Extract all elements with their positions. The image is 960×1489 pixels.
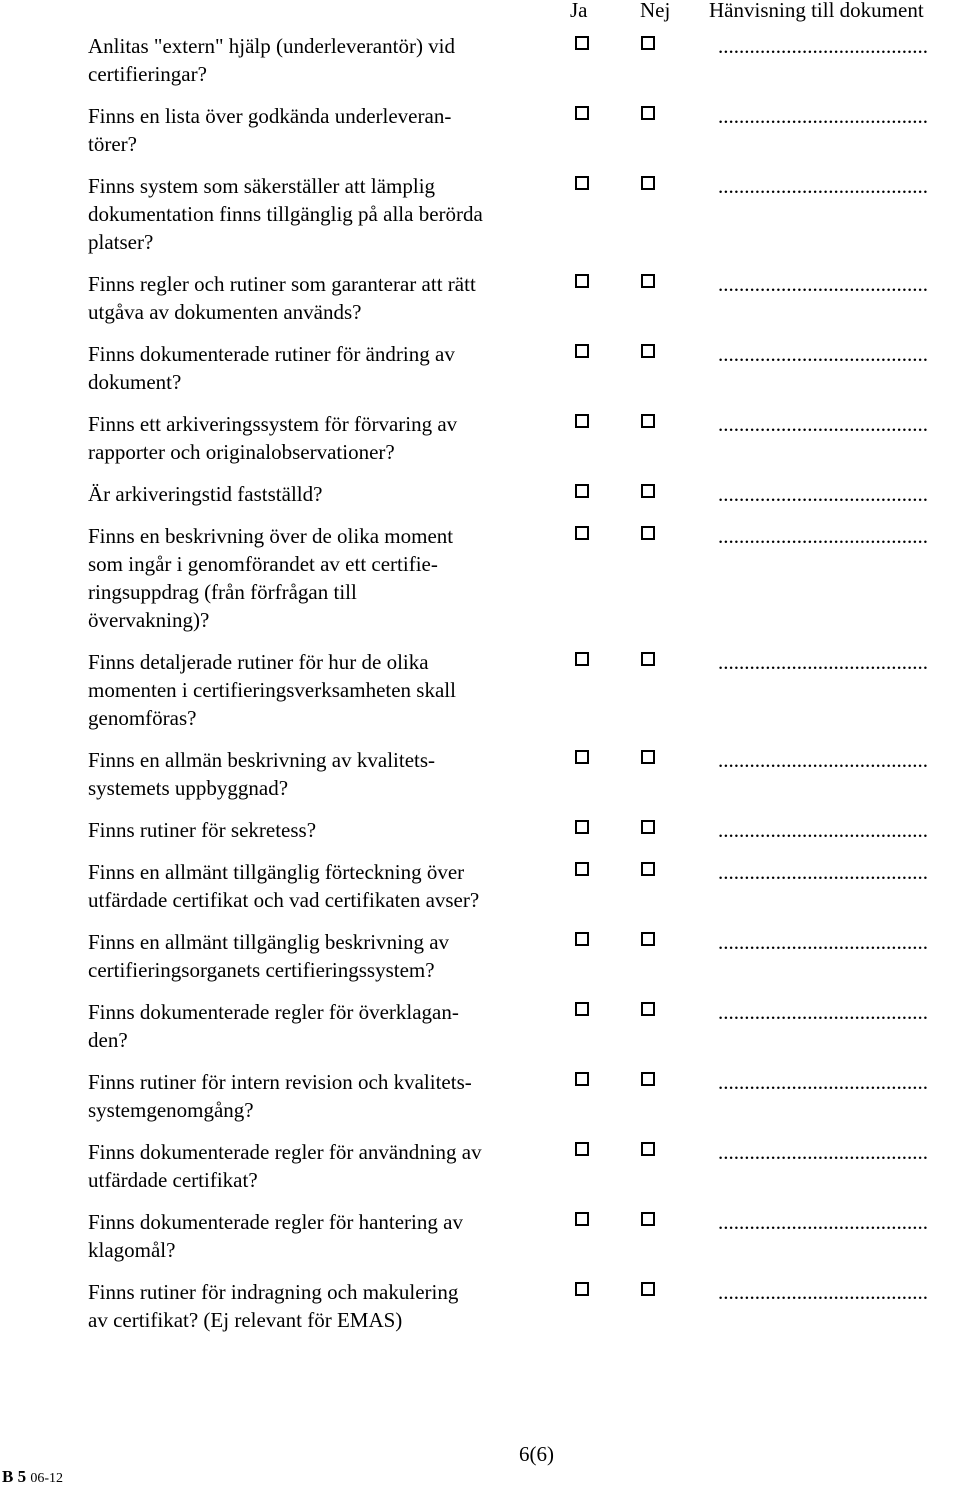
question-text: Finns ett arkiveringssystem för förvaring av rapporter och originalobservationer? — [88, 412, 458, 464]
nej-checkbox[interactable] — [641, 1282, 655, 1296]
question-text: Finns dokumenterade regler för hantering av klagomål? — [88, 1210, 463, 1262]
ja-checkbox[interactable] — [575, 36, 589, 50]
nej-checkbox[interactable] — [641, 176, 655, 190]
document-code-date: 06-12 — [30, 1471, 64, 1486]
nej-checkbox[interactable] — [641, 652, 655, 666]
nej-checkbox[interactable] — [641, 526, 655, 540]
reference-field[interactable]: ........................................ — [718, 412, 928, 436]
ja-checkbox[interactable] — [575, 1072, 589, 1086]
question-text: Finns en lista över godkända underleveran- törer? — [88, 104, 452, 156]
question-text: Finns en allmänt tillgänglig beskrivning av certifieringsorganets certifieringssystem? — [88, 930, 450, 982]
ja-checkbox[interactable] — [575, 932, 589, 946]
question-text: Finns en allmän beskrivning av kvalitets- systemets uppbyggnad? — [88, 748, 436, 800]
ja-checkbox[interactable] — [575, 344, 589, 358]
question-text: Finns dokumenterade regler för överklagan- den? — [88, 1000, 459, 1052]
reference-field[interactable]: ........................................ — [718, 818, 928, 842]
ja-checkbox[interactable] — [575, 484, 589, 498]
ja-checkbox[interactable] — [575, 750, 589, 764]
reference-field[interactable]: ........................................ — [718, 930, 928, 954]
ja-checkbox[interactable] — [575, 652, 589, 666]
nej-checkbox[interactable] — [641, 36, 655, 50]
nej-checkbox[interactable] — [641, 932, 655, 946]
ja-checkbox[interactable] — [575, 1282, 589, 1296]
reference-field[interactable]: ........................................ — [718, 650, 928, 674]
page-number: 6(6) — [519, 1442, 554, 1466]
nej-checkbox[interactable] — [641, 414, 655, 428]
ja-checkbox[interactable] — [575, 1142, 589, 1156]
ja-checkbox[interactable] — [575, 1002, 589, 1016]
nej-checkbox[interactable] — [641, 1142, 655, 1156]
column-header-ja: Ja — [570, 0, 588, 22]
question-text: Finns rutiner för intern revision och kvalitets- systemgenomgång? — [88, 1070, 472, 1122]
reference-field[interactable]: ........................................ — [718, 860, 928, 884]
reference-field[interactable]: ........................................ — [718, 342, 928, 366]
ja-checkbox[interactable] — [575, 1212, 589, 1226]
ja-checkbox[interactable] — [575, 526, 589, 540]
reference-field[interactable]: ........................................ — [718, 482, 928, 506]
reference-field[interactable]: ........................................ — [718, 1280, 928, 1304]
question-text: Finns rutiner för indragning och makulering av certifikat? (Ej relevant för EMAS) — [88, 1280, 459, 1332]
nej-checkbox[interactable] — [641, 344, 655, 358]
question-text: Finns rutiner för sekretess? — [88, 818, 317, 842]
ja-checkbox[interactable] — [575, 862, 589, 876]
nej-checkbox[interactable] — [641, 106, 655, 120]
question-text: Finns dokumenterade regler för användning av utfärdade certifikat? — [88, 1140, 482, 1192]
reference-field[interactable]: ........................................ — [718, 1140, 928, 1164]
reference-field[interactable]: ........................................ — [718, 272, 928, 296]
question-text: Finns system som säkerställer att lämplig dokumentation finns tillgänglig på alla berörda platser? — [88, 174, 483, 254]
reference-field[interactable]: ........................................ — [718, 1070, 928, 1094]
nej-checkbox[interactable] — [641, 750, 655, 764]
reference-field[interactable]: ........................................ — [718, 524, 928, 548]
reference-field[interactable]: ........................................ — [718, 748, 928, 772]
reference-field[interactable]: ........................................ — [718, 34, 928, 58]
ja-checkbox[interactable] — [575, 106, 589, 120]
ja-checkbox[interactable] — [575, 176, 589, 190]
reference-field[interactable]: ........................................ — [718, 1210, 928, 1234]
question-text: Finns en beskrivning över de olika moment som ingår i genomförandet av ett certifie- ringsuppdrag (från förfrågan till övervakning)? — [88, 524, 454, 632]
nej-checkbox[interactable] — [641, 1072, 655, 1086]
question-text: Finns dokumenterade rutiner för ändring av dokument? — [88, 342, 455, 394]
nej-checkbox[interactable] — [641, 862, 655, 876]
question-text: Anlitas "extern" hjälp (underleverantör) vid certifieringar? — [88, 34, 456, 86]
nej-checkbox[interactable] — [641, 484, 655, 498]
ja-checkbox[interactable] — [575, 414, 589, 428]
reference-field[interactable]: ........................................ — [718, 174, 928, 198]
column-header-nej: Nej — [640, 0, 671, 22]
reference-field[interactable]: ........................................ — [718, 1000, 928, 1024]
nej-checkbox[interactable] — [641, 274, 655, 288]
reference-field[interactable]: ........................................ — [718, 104, 928, 128]
ja-checkbox[interactable] — [575, 820, 589, 834]
document-code — [2, 1467, 63, 1489]
nej-checkbox[interactable] — [641, 1212, 655, 1226]
question-text: Finns en allmänt tillgänglig förteckning över utfärdade certifikat och vad certifikaten avser? — [88, 860, 480, 912]
document-code-label: B 5 — [2, 1467, 27, 1486]
ja-checkbox[interactable] — [575, 274, 589, 288]
nej-checkbox[interactable] — [641, 1002, 655, 1016]
question-text: Är arkiveringstid fastställd? — [88, 482, 323, 506]
question-text: Finns regler och rutiner som garanterar att rätt utgåva av dokumenten används? — [88, 272, 476, 324]
nej-checkbox[interactable] — [641, 820, 655, 834]
question-text: Finns detaljerade rutiner för hur de olika momenten i certifieringsverksamheten skall genomföras? — [88, 650, 456, 730]
column-header-reference: Hänvisning till dokument — [709, 0, 924, 22]
